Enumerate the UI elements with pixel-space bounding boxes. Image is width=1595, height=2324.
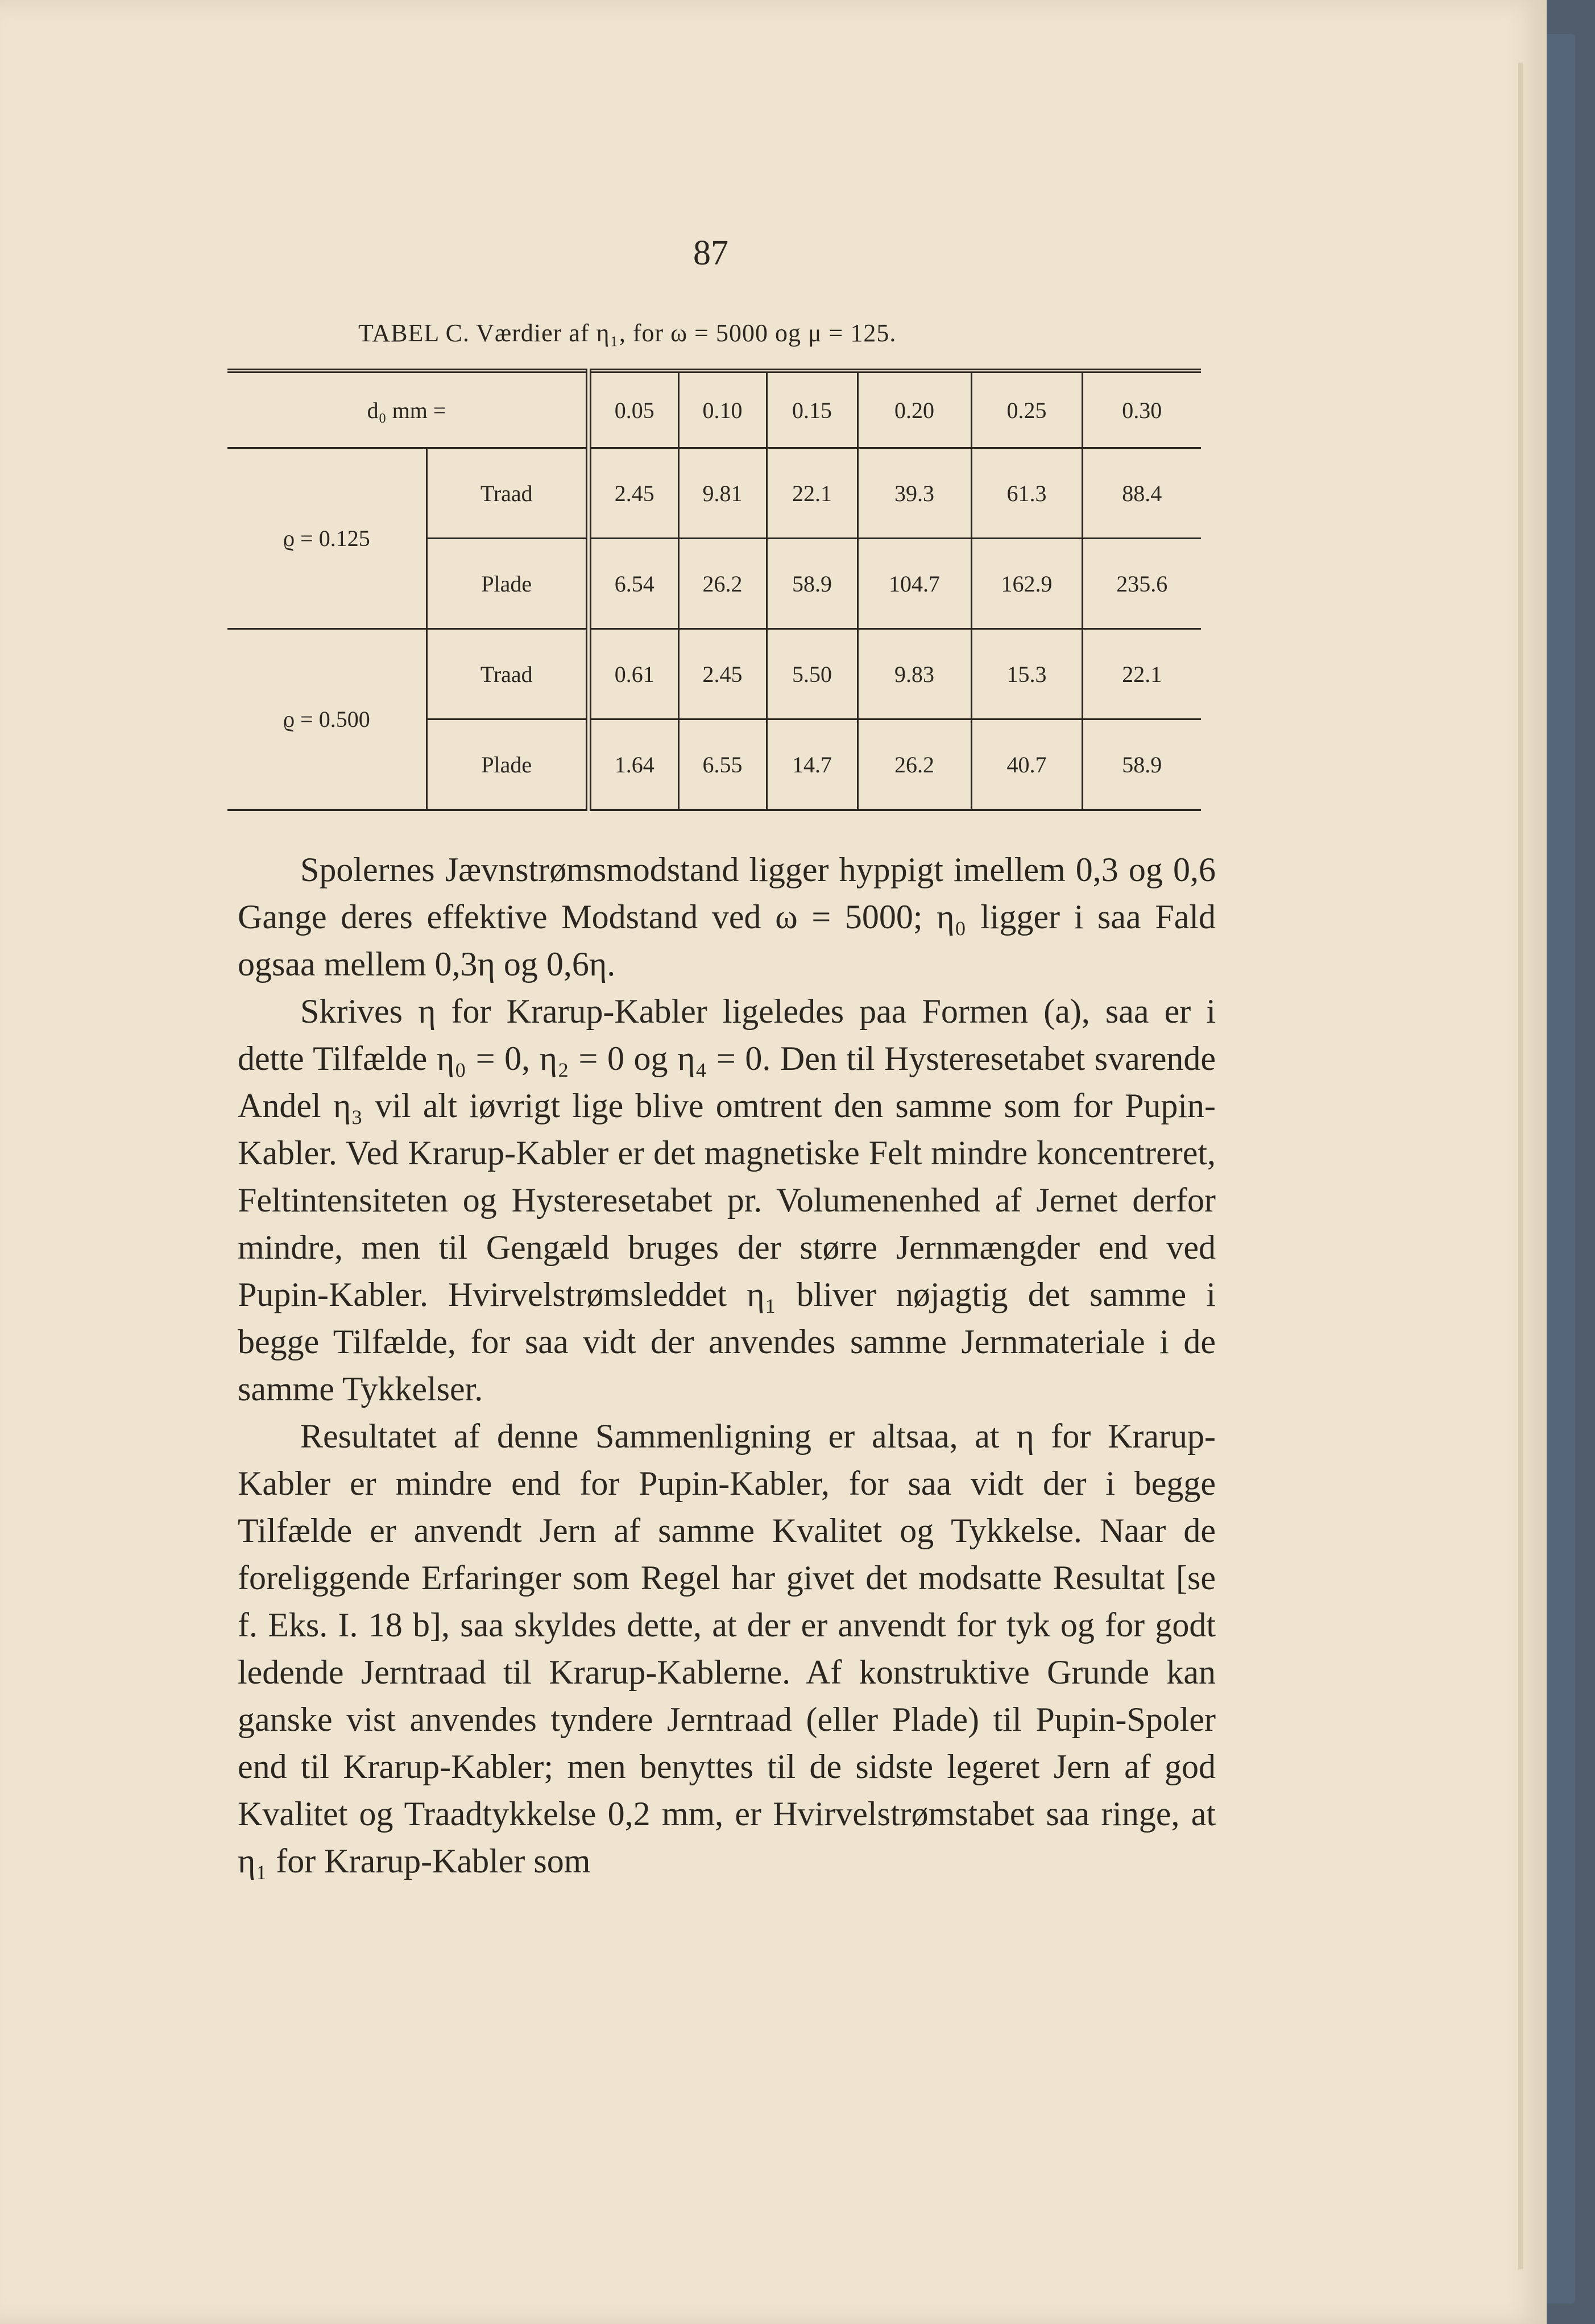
table-cell: 6.55 — [678, 719, 767, 810]
table-cell: 26.2 — [857, 719, 971, 810]
table-row — [227, 629, 1201, 719]
row-type: Traad — [426, 448, 589, 539]
table-cell: 9.81 — [678, 448, 767, 539]
table-cell: 0.61 — [589, 629, 678, 719]
table-cell: 6.54 — [589, 539, 678, 629]
table-cell: 2.45 — [589, 448, 678, 539]
row-type: Plade — [426, 719, 589, 810]
column-header: 0.20 — [857, 371, 971, 448]
paragraph: Spolernes Jævnstrømsmodstand ligger hyppigt imellem 0,3 og 0,6 Gange deres effektive Modstand ved ω = 5000; η₀ ligger i saa Fald ogsaa mellem 0,3η og 0,6η. — [238, 851, 1216, 983]
paragraph: Resultatet af denne Sammenligning er altsaa, at η for Krarup-Kabler er mindre end for Pupin-Kabler, for saa vidt der i begge Tilfælde er anvendt Jern af samme Kvalitet og Tykkelse. Naar de foreliggende Erfaringer som Regel har givet det modsatte Resultat [se f. Eks. I. 18 b], saa skyldes dette, at der er anvendt for tyk og for godt ledende Jerntraad til Krarup-Kablerne. Af konstruktive Grunde kan ganske vist anvendes tyndere Jerntraad (eller Plade) til Pupin-Spoler end til Krarup-Kabler; men benyttes til de sidste legeret Jern af god Kvalitet og Traadtykkelse 0,2 mm, er Hvirvelstrømstabet saa ringe, at η₁ for Krarup-Kabler som — [238, 1417, 1216, 1880]
table-header-row — [227, 371, 1201, 448]
table-cell: 26.2 — [678, 539, 767, 629]
paragraph: Skrives η for Krarup-Kabler ligeledes paa Formen (a), saa er i dette Tilfælde η₀ = 0, η₂ = 0 og η₄ = 0. Den til Hysteresetabet svarende Andel η₃ vil alt iøvrigt lige blive omtrent den samme som for Pupin-Kabler. Ved Krarup-Kabler er det magnetiske Felt mindre koncentreret, Feltintensiteten og Hysteresetabet pr. Volumenenhed af Jernet derfor mindre, men til Gengæld bruges der større Jernmængder end ved Pupin-Kabler. Hvirvelstrømsleddet η₁ bliver nøjagtig det samme i begge Tilfælde, for saa vidt der anvendes samme Jernmateriale i de samme Tykkelser. — [238, 993, 1216, 1408]
group-label: ϱ = 0.500 — [227, 629, 426, 810]
page-edge — [1518, 63, 1523, 2269]
data-table — [227, 369, 1201, 811]
table-cell: 9.83 — [857, 629, 971, 719]
table-cell: 39.3 — [857, 448, 971, 539]
header-label: d₀ mm = — [367, 397, 446, 423]
table-cell: 88.4 — [1082, 448, 1201, 539]
row-type: Traad — [426, 629, 589, 719]
table-cell: 235.6 — [1082, 539, 1201, 629]
row-type: Plade — [426, 539, 589, 629]
table-cell: 162.9 — [971, 539, 1082, 629]
table-cell: 22.1 — [1082, 629, 1201, 719]
column-header: 0.30 — [1082, 371, 1201, 448]
group-label: ϱ = 0.125 — [227, 448, 426, 629]
table-cell: 104.7 — [857, 539, 971, 629]
table-row — [227, 448, 1201, 539]
column-header: 0.15 — [767, 371, 857, 448]
table-cell: 1.64 — [589, 719, 678, 810]
table-cell: 40.7 — [971, 719, 1082, 810]
column-header: 0.05 — [589, 371, 678, 448]
table-cell: 5.50 — [767, 629, 857, 719]
table-cell: 14.7 — [767, 719, 857, 810]
table-cell: 61.3 — [971, 448, 1082, 539]
column-header: 0.10 — [678, 371, 767, 448]
table-caption: TABEL C. Værdier af η₁, for ω = 5000 og μ = 125. — [358, 319, 897, 347]
table-cell: 2.45 — [678, 629, 767, 719]
table-cell: 58.9 — [1082, 719, 1201, 810]
page-number: 87 — [693, 234, 728, 272]
column-header: 0.25 — [971, 371, 1082, 448]
table-cell: 15.3 — [971, 629, 1082, 719]
body-text — [238, 846, 1216, 1885]
table-cell: 58.9 — [767, 539, 857, 629]
table-cell: 22.1 — [767, 448, 857, 539]
